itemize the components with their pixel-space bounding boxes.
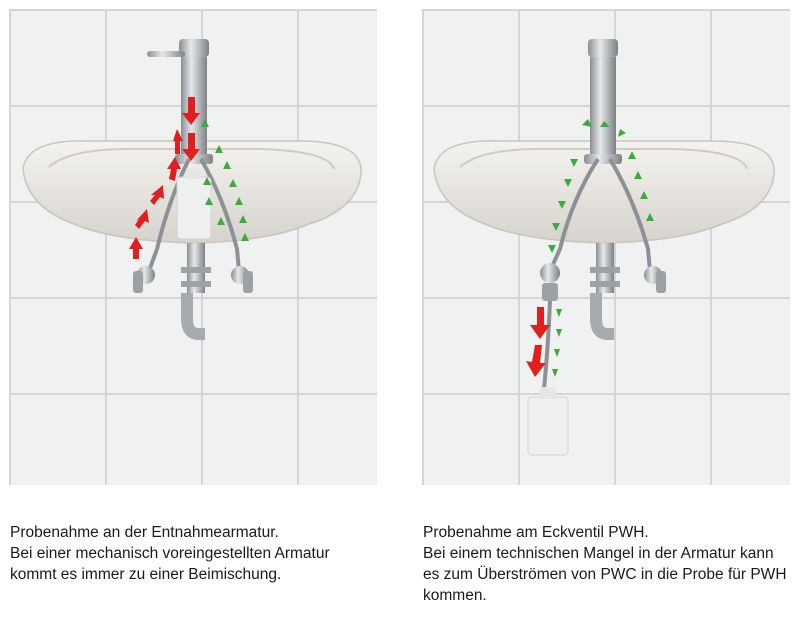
caption-line: Probenahme an der Entnahmearmatur. <box>10 524 279 541</box>
sample-bottle-icon <box>528 387 568 455</box>
caption-line: Probenahme am Eckventil PWH. <box>423 524 649 541</box>
sink-illustration <box>9 9 377 485</box>
caption-line: es zum Überströmen von PWC in die Probe für PWH <box>423 566 787 583</box>
caption-line: Bei einem technischen Mangel in der Armatur kann <box>423 545 774 562</box>
caption-faucet-sampling <box>10 522 380 585</box>
caption-line: kommen. <box>423 587 487 604</box>
caption-line: Bei einer mechanisch voreingestellten Armatur <box>10 545 330 562</box>
sink-illustration-angle-valve-sampling <box>422 9 790 485</box>
caption-angle-valve-sampling <box>423 522 793 606</box>
caption-line: kommt es immer zu einer Beimischung. <box>10 566 282 583</box>
sink-illustration-faucet-sampling <box>9 9 377 485</box>
sink-illustration <box>422 9 790 485</box>
